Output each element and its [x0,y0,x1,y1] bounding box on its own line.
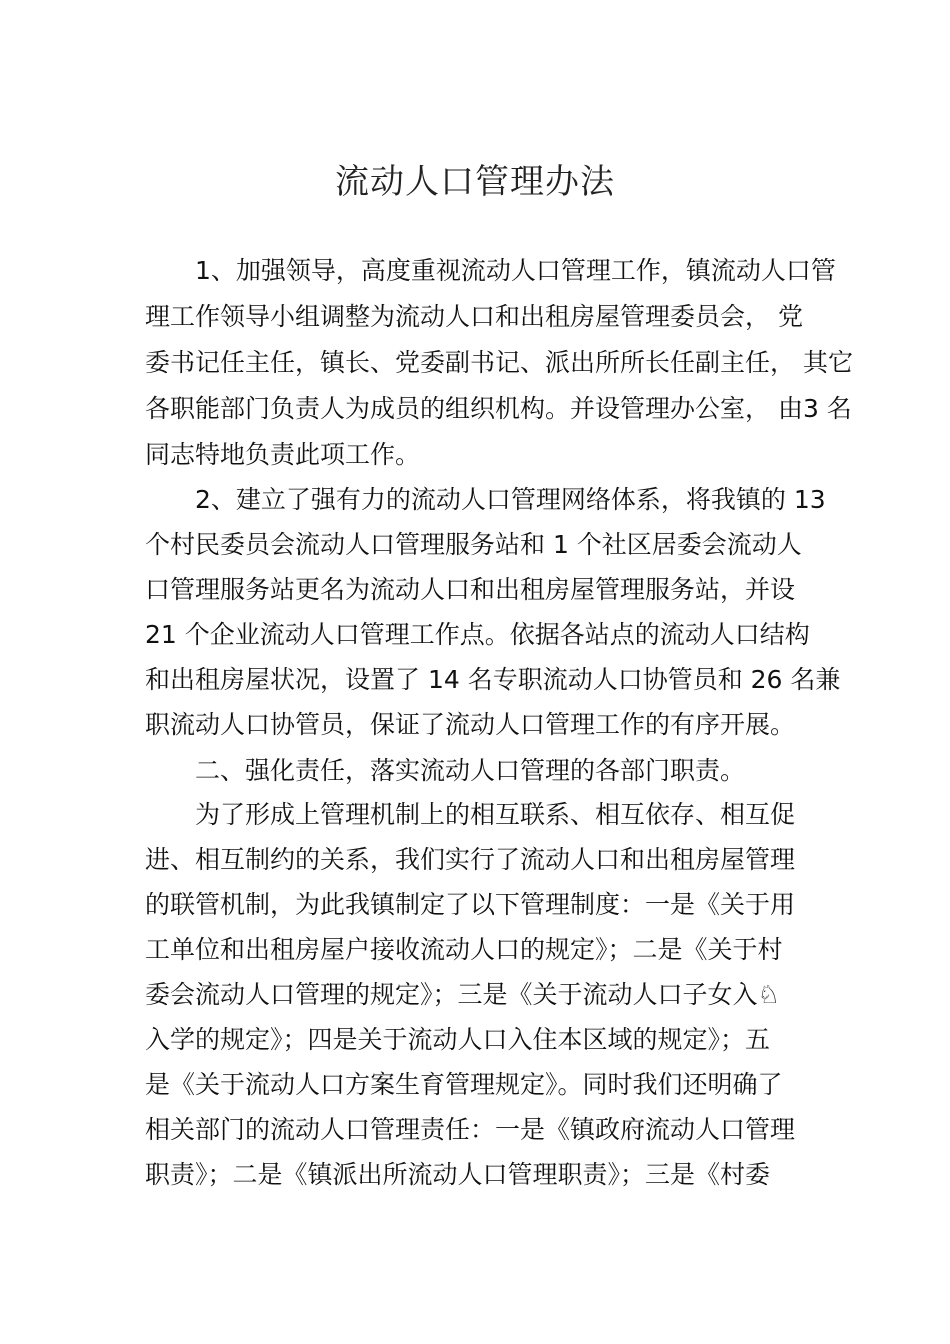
section-heading-2: 二、强化责任，落实流动人口管理的各部门职责。 [195,756,746,785]
paragraph-2-line-2: 个村民委员会流动人口管理服务站和 1 个社区居委会流动人 [145,530,802,559]
paragraph-3-line-8: 相关部门的流动人口管理责任：一是《镇政府流动人口管理 [145,1115,796,1144]
document-title: 流动人口管理办法 [335,162,615,202]
paragraph-1-line-1: 1、加强领导，高度重视流动人口管理工作，镇流动人口管 [195,256,836,285]
paragraph-3-line-6: 入学的规定》；四是关于流动人口入住本区域的规定》；五 [145,1025,771,1054]
paragraph-2-line-5: 和出租房屋状况，设置了 14 名专职流动人口协管员和 26 名兼 [145,665,841,694]
paragraph-2-line-3: 口管理服务站更名为流动人口和出租房屋管理服务站，并设 [145,575,796,604]
paragraph-3-line-7: 是《关于流动人口方案生育管理规定》。同时我们还明确了 [145,1070,783,1099]
paragraph-2-line-6: 职流动人口协管员，保证了流动人口管理工作的有序开展。 [145,710,796,739]
paragraph-3-line-2: 进、相互制约的关系，我们实行了流动人口和出租房屋管理 [145,845,796,874]
paragraph-3-line-3: 的联管机制，为此我镇制定了以下管理制度：一是《关于用 [145,890,796,919]
paragraph-3-line-1: 为了形成上管理机制上的相互联系、相互依存、相互促 [195,800,796,829]
paragraph-2-line-1: 2、建立了强有力的流动人口管理网络体系，将我镇的 13 [195,485,826,514]
paragraph-3-line-9: 职责》；二是《镇派出所流动人口管理职责》；三是《村委 [145,1160,771,1189]
paragraph-1-line-4: 各职能部门负责人为成员的组织机构。并设管理办公室， 由3 名 [145,394,852,423]
paragraph-2-line-4: 21 个企业流动人口管理工作点。依据各站点的流动人口结构 [145,620,810,649]
paragraph-3-line-5: 委会流动人口管理的规定》；三是《关于流动人口子女入♘ [145,980,780,1009]
paragraph-1-line-3: 委书记任主任，镇长、党委副书记、派出所所长任副主任， 其它 [145,348,853,377]
paragraph-3-line-4: 工单位和出租房屋户接收流动人口的规定》；二是《关于村 [145,935,783,964]
paragraph-1-line-2: 理工作领导小组调整为流动人口和出租房屋管理委员会， 党 [145,302,803,331]
paragraph-1-line-5: 同志特地负责此项工作。 [145,440,421,469]
